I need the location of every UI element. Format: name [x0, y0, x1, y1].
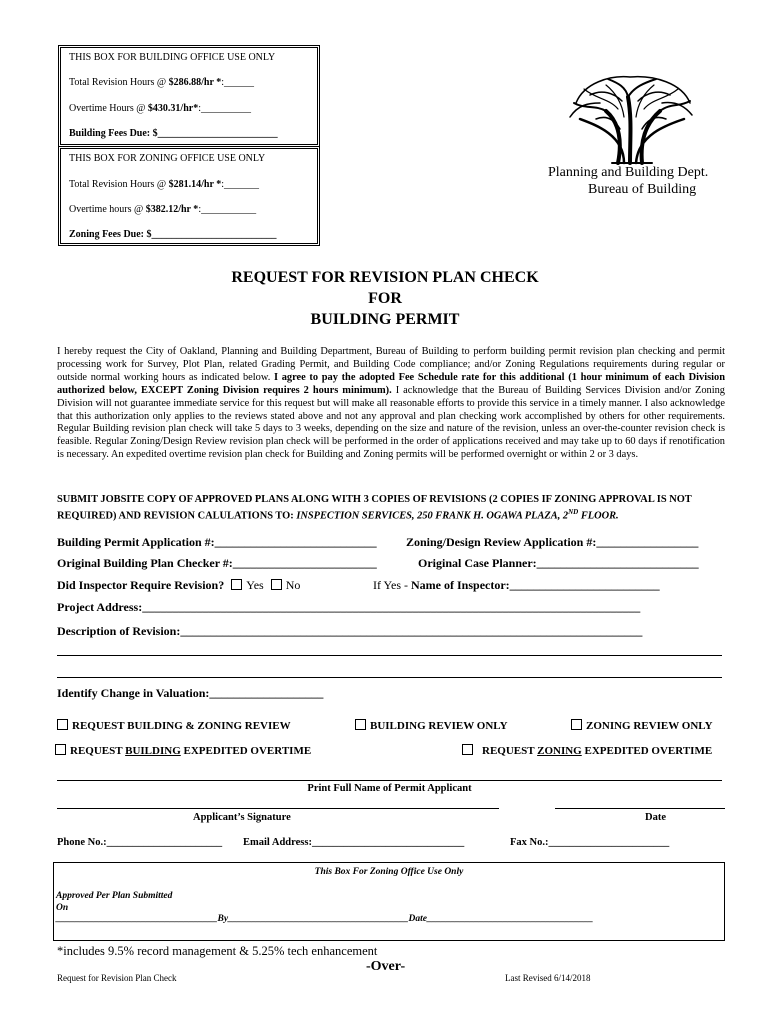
- signature-line[interactable]: [57, 808, 499, 809]
- no-label: No: [285, 578, 301, 592]
- description-field[interactable]: Description of Revision:_____________________________________________________________________________: [57, 624, 643, 638]
- description-line-3[interactable]: [57, 677, 722, 678]
- building-only-label: BUILDING REVIEW ONLY: [370, 720, 508, 732]
- building-overtime-rate: $430.31/hr*: [147, 103, 199, 114]
- zoning-expedited-post: EXPEDITED OVERTIME: [581, 745, 713, 757]
- zoning-only-checkbox[interactable]: [571, 719, 582, 730]
- no-checkbox[interactable]: [271, 579, 282, 590]
- approved-on-label: On: [56, 903, 69, 913]
- building-expedited-post: EXPEDITED OVERTIME: [180, 745, 312, 757]
- building-fees-due[interactable]: Building Fees Due: $________________________: [69, 128, 278, 139]
- option-building-expedited[interactable]: [55, 744, 311, 757]
- page-title-for: FOR: [368, 290, 402, 307]
- submit-address: INSPECTION SERVICES, 250 FRANK H. OGAWA PLAZA, 2: [296, 510, 569, 522]
- zoning-revision-hours-blank: :_______: [221, 179, 260, 190]
- bureau-name: Bureau of Building: [588, 182, 697, 197]
- submit-text: SUBMIT JOBSITE COPY OF APPROVED PLANS ALONG WITH 3 COPIES OF REVISIONS (2 COPIES IF ZONING APPROVAL IS NOT REQUIRED) AND REVISION CALULATIONS TO:: [57, 494, 692, 522]
- valuation-field[interactable]: Identify Change in Valuation:___________________: [57, 686, 324, 700]
- original-planner-field[interactable]: Original Case Planner:___________________________: [418, 556, 699, 570]
- fee-footnote: *includes 9.5% record management & 5.25% tech enhancement: [57, 944, 378, 958]
- zoning-revision-hours-rate: $281.14/hr *: [168, 179, 222, 190]
- zoning-overtime-rate: $382.12/hr *: [145, 204, 199, 215]
- intro-text-2: I acknowledge that the Bureau of Building Services Division and/or Zoning Division will not guarantee immediate service for this request but will make all reasonable efforts to provide this service in a timely manner. I also acknowledge that this authorization only applies to the reviews stated above and not any approval and plan checking work accomplished by others for other requirements. Regular Building revision plan check will take 5 days to 3 weeks, depending on the size and nature of the revision, unless an over-the-counter revision check is feasible. Regular Zoning/Design Review revision plan check will be performed in the order of applications received and may take up to 60 days if renotification is necessary. An expedited overtime revision plan check for Building and Zoning permits will be performed overnight or within 2 or 3 days.: [57, 384, 725, 461]
- inspector-name-field[interactable]: [373, 578, 660, 593]
- inspector-revision-question: [57, 578, 300, 593]
- phone-field[interactable]: Phone No.:______________________: [57, 837, 223, 848]
- zoning-overtime-prefix: Overtime hours @: [69, 204, 146, 215]
- if-yes-label: If Yes -: [373, 578, 412, 592]
- zoning-overtime-hours[interactable]: [69, 204, 256, 215]
- description-line-2[interactable]: [57, 655, 722, 656]
- intro-fee-agreement: I agree to pay the adopted Fee Schedule rate for this additional (1 hour minimum of each Division authorized below, EXCEPT Zoning Division requires 2 hours minimum).: [57, 371, 725, 396]
- submit-instructions: [57, 493, 725, 522]
- building-overtime-hours[interactable]: [69, 103, 251, 114]
- inspector-name-label: Name of Inspector:_________________________: [411, 578, 660, 592]
- zoning-overtime-blank: :___________: [198, 204, 257, 215]
- last-revised: Last Revised 6/14/2018: [505, 973, 591, 983]
- option-zoning-only[interactable]: [571, 719, 713, 732]
- building-overtime-prefix: Overtime Hours @: [69, 103, 148, 114]
- zoning-office-box: [58, 146, 320, 246]
- date-line[interactable]: [555, 808, 725, 809]
- zoning-only-label: ZONING REVIEW ONLY: [586, 720, 713, 732]
- building-revision-hours-blank: :______: [221, 77, 255, 88]
- project-address-field[interactable]: Project Address:___________________________________________________________________________________: [57, 600, 641, 614]
- building-office-box: [58, 45, 320, 147]
- zoning-approval-heading: This Box For Zoning Office Use Only: [314, 867, 464, 877]
- print-name-label: Print Full Name of Permit Applicant: [307, 783, 472, 794]
- approval-sign-line[interactable]: __________________________________By______________________________________Date___________________________________: [56, 914, 594, 924]
- original-checker-field[interactable]: Original Building Plan Checker #:________________________: [57, 556, 377, 570]
- inspector-question-label: Did Inspector Require Revision?: [57, 578, 225, 592]
- date-label: Date: [645, 812, 666, 823]
- zoning-expedited-checkbox[interactable]: [462, 744, 473, 755]
- zoning-design-field[interactable]: Zoning/Design Review Application #:_________________: [406, 535, 699, 549]
- form-name: Request for Revision Plan Check: [57, 973, 177, 983]
- page-subtitle: BUILDING PERMIT: [310, 311, 460, 328]
- page-title: REQUEST FOR REVISION PLAN CHECK: [231, 269, 539, 286]
- option-building-zoning[interactable]: [57, 719, 291, 732]
- yes-checkbox[interactable]: [231, 579, 242, 590]
- intro-text-1: I hereby request the City of Oakland, Planning and Building Department, Bureau of Building to perform building permit revision plan checking and permit processing work for Survey, Plot Plan, related Grading Permit, and Building Code compliance; and/or Zoning Regulations requirements during regular or outside normal working hours as indicated below.: [57, 346, 725, 383]
- building-box-heading: THIS BOX FOR BUILDING OFFICE USE ONLY: [69, 52, 276, 63]
- building-only-checkbox[interactable]: [355, 719, 366, 730]
- zoning-expedited-underlined: ZONING: [537, 745, 582, 757]
- print-name-line[interactable]: [57, 780, 722, 781]
- yes-label: Yes: [246, 578, 264, 592]
- zoning-revision-hours[interactable]: [69, 179, 259, 190]
- email-field[interactable]: Email Address:_____________________________: [243, 837, 465, 848]
- fax-field[interactable]: Fax No.:_______________________: [510, 837, 670, 848]
- option-zoning-expedited[interactable]: [462, 744, 712, 757]
- building-revision-hours[interactable]: [69, 77, 254, 88]
- submit-address-end: FLOOR.: [578, 510, 619, 522]
- option-building-only[interactable]: [355, 719, 508, 732]
- zoning-fees-due[interactable]: Zoning Fees Due: $_________________________: [69, 229, 277, 240]
- zoning-revision-hours-prefix: Total Revision Hours @: [69, 179, 169, 190]
- applicant-signature-label: Applicant’s Signature: [193, 812, 291, 823]
- building-expedited-underlined: BUILDING: [125, 745, 181, 757]
- over-label: -Over-: [366, 959, 406, 974]
- building-zoning-label: REQUEST BUILDING & ZONING REVIEW: [72, 720, 291, 732]
- building-permit-field[interactable]: Building Permit Application #:___________________________: [57, 535, 377, 549]
- building-expedited-checkbox[interactable]: [55, 744, 66, 755]
- zoning-approval-box: [53, 862, 725, 941]
- building-zoning-checkbox[interactable]: [57, 719, 68, 730]
- building-revision-hours-rate: $286.88/hr *: [168, 77, 222, 88]
- intro-paragraph: [57, 346, 725, 462]
- building-overtime-blank: :__________: [198, 103, 251, 114]
- building-expedited-pre: REQUEST: [70, 745, 126, 757]
- building-revision-hours-prefix: Total Revision Hours @: [69, 77, 169, 88]
- zoning-box-heading: THIS BOX FOR ZONING OFFICE USE ONLY: [69, 153, 266, 164]
- zoning-expedited-pre: REQUEST: [482, 745, 538, 757]
- submit-address-sup: ND: [568, 508, 579, 516]
- approved-per-plan-label: Approved Per Plan Submitted: [56, 891, 173, 901]
- department-name: Planning and Building Dept.: [548, 165, 709, 180]
- oak-tree-logo: [566, 73, 696, 165]
